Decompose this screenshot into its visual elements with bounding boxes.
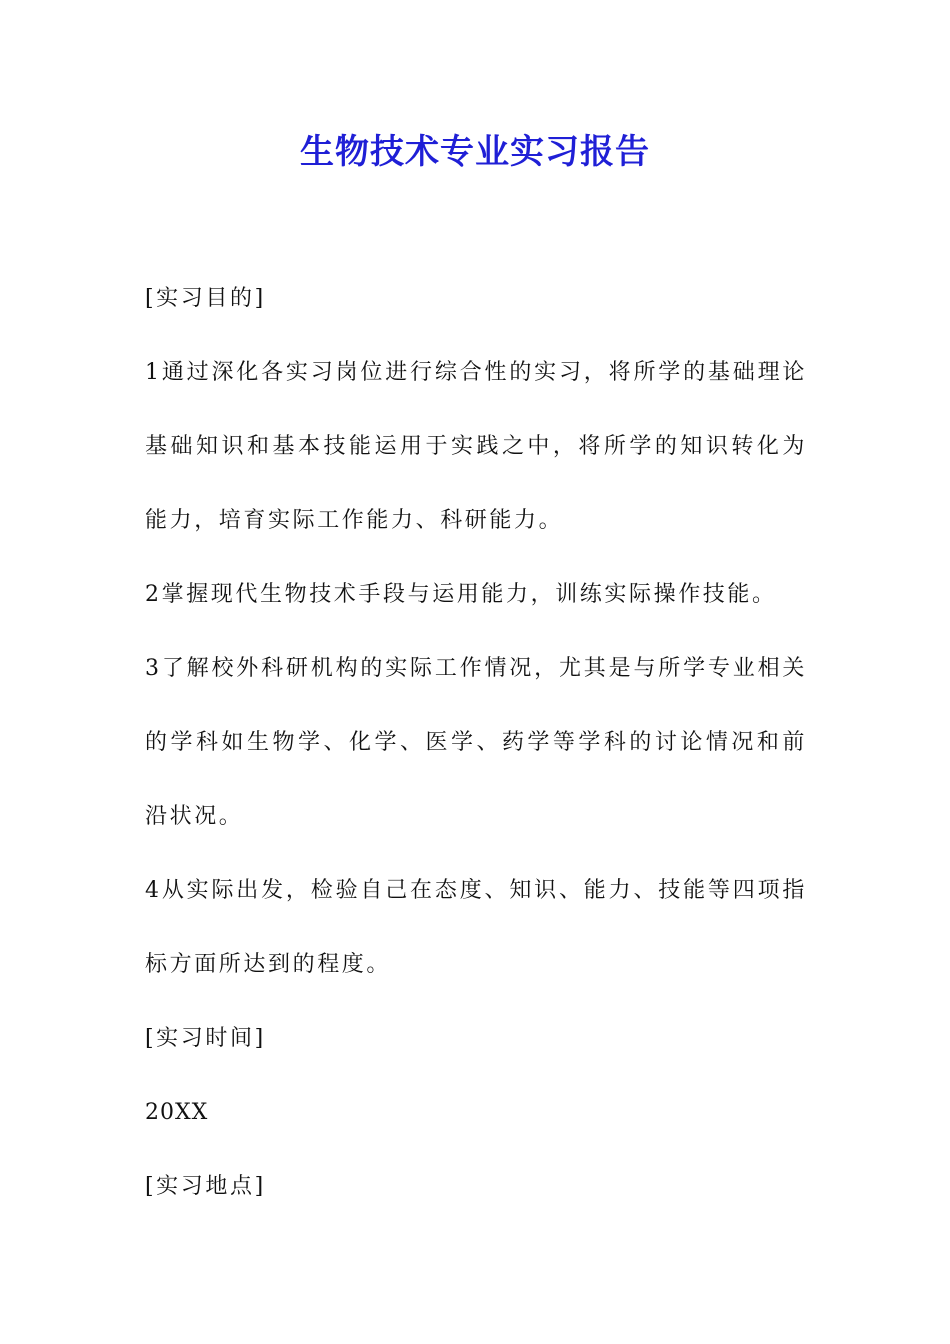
section-heading-location: [实习地点] (145, 1174, 266, 1199)
paragraph-purpose-4: 4从实际出发，检验自己在态度、知识、能力、技能等四项指标方面所达到的程度。 (145, 878, 807, 977)
document-body (145, 262, 807, 1224)
paragraph-purpose-2: 2掌握现代生物技术手段与运用能力，训练实际操作技能。 (145, 582, 777, 607)
paragraph-purpose-3: 3了解校外科研机构的实际工作情况，尤其是与所学专业相关的学科如生物学、化学、医学、药学等学科的讨论情况和前沿状况。 (145, 656, 807, 829)
paragraph-purpose-1: 1通过深化各实习岗位进行综合性的实习，将所学的基础理论基础知识和基本技能运用于实践之中，将所学的知识转化为能力，培育实际工作能力、科研能力。 (145, 360, 807, 533)
section-heading-purpose: [实习目的] (145, 286, 266, 311)
document-title: 生物技术专业实习报告 (300, 132, 650, 172)
section-heading-time: [实习时间] (145, 1026, 266, 1051)
paragraph-time-value: 20XX (145, 1100, 209, 1125)
